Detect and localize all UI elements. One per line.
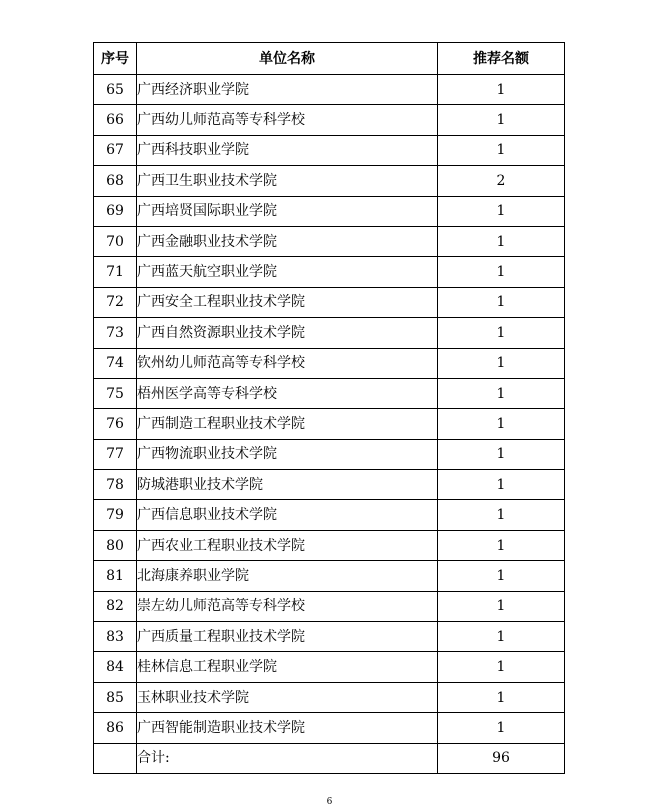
- quota-cell: 1: [438, 682, 565, 712]
- quota-cell: 1: [438, 409, 565, 439]
- page-number: 6: [326, 797, 333, 807]
- serial-number-cell: 86: [94, 713, 137, 743]
- table-row: [94, 257, 565, 287]
- table-row: [94, 500, 565, 530]
- unit-name-cell: 广西制造工程职业技术学院: [137, 409, 438, 439]
- table-row: [94, 561, 565, 591]
- unit-name-cell: 梧州医学高等专科学校: [137, 378, 438, 408]
- quota-cell: 1: [438, 591, 565, 621]
- serial-number-cell: 77: [94, 439, 137, 469]
- serial-number-cell: 74: [94, 348, 137, 378]
- serial-number-cell: 67: [94, 135, 137, 165]
- unit-name-cell: 广西培贤国际职业学院: [137, 196, 438, 226]
- unit-name-cell: 广西安全工程职业技术学院: [137, 287, 438, 317]
- unit-name-cell: 广西农业工程职业技术学院: [137, 530, 438, 560]
- serial-number-cell: 71: [94, 257, 137, 287]
- unit-name-cell: 广西蓝天航空职业学院: [137, 257, 438, 287]
- quota-cell: 1: [438, 530, 565, 560]
- serial-number-cell: 83: [94, 622, 137, 652]
- quota-cell: 1: [438, 226, 565, 256]
- total-serial-cell: [94, 743, 137, 773]
- serial-number-cell: 68: [94, 166, 137, 196]
- serial-number-cell: 76: [94, 409, 137, 439]
- serial-number-cell: 75: [94, 378, 137, 408]
- quota-cell: 1: [438, 470, 565, 500]
- table-row: [94, 318, 565, 348]
- table-row: [94, 652, 565, 682]
- total-label: 合计:: [137, 743, 438, 773]
- header-unit-name: 单位名称: [137, 43, 438, 75]
- serial-number-cell: 73: [94, 318, 137, 348]
- unit-name-cell: 广西物流职业技术学院: [137, 439, 438, 469]
- unit-name-cell: 广西卫生职业技术学院: [137, 166, 438, 196]
- quota-cell: 1: [438, 622, 565, 652]
- quota-cell: 1: [438, 75, 565, 105]
- table-row: [94, 378, 565, 408]
- unit-name-cell: 玉林职业技术学院: [137, 682, 438, 712]
- unit-name-cell: 广西金融职业技术学院: [137, 226, 438, 256]
- table-row: [94, 439, 565, 469]
- serial-number-cell: 85: [94, 682, 137, 712]
- quota-cell: 1: [438, 135, 565, 165]
- quota-cell: 1: [438, 500, 565, 530]
- quota-cell: 1: [438, 439, 565, 469]
- unit-name-cell: 崇左幼儿师范高等专科学校: [137, 591, 438, 621]
- quota-cell: 1: [438, 561, 565, 591]
- serial-number-cell: 84: [94, 652, 137, 682]
- table-row: [94, 75, 565, 105]
- serial-number-cell: 65: [94, 75, 137, 105]
- unit-name-cell: 广西质量工程职业技术学院: [137, 622, 438, 652]
- table-row: [94, 530, 565, 560]
- serial-number-cell: 78: [94, 470, 137, 500]
- table-row: [94, 591, 565, 621]
- table-header-row: [94, 43, 565, 75]
- quota-cell: 2: [438, 166, 565, 196]
- table-row: [94, 196, 565, 226]
- table-row: [94, 470, 565, 500]
- quota-cell: 1: [438, 105, 565, 135]
- table-row: [94, 105, 565, 135]
- quota-cell: 1: [438, 257, 565, 287]
- unit-name-cell: 广西科技职业学院: [137, 135, 438, 165]
- table-row: [94, 166, 565, 196]
- table-row: [94, 226, 565, 256]
- table-row: [94, 287, 565, 317]
- quota-cell: 1: [438, 713, 565, 743]
- unit-name-cell: 广西自然资源职业技术学院: [137, 318, 438, 348]
- unit-name-cell: 广西智能制造职业技术学院: [137, 713, 438, 743]
- unit-name-cell: 广西幼儿师范高等专科学校: [137, 105, 438, 135]
- table-body: [94, 75, 565, 744]
- table-row: [94, 135, 565, 165]
- quota-cell: 1: [438, 318, 565, 348]
- serial-number-cell: 82: [94, 591, 137, 621]
- total-row: [94, 743, 565, 773]
- header-serial-number: 序号: [94, 43, 137, 75]
- serial-number-cell: 70: [94, 226, 137, 256]
- serial-number-cell: 66: [94, 105, 137, 135]
- serial-number-cell: 69: [94, 196, 137, 226]
- unit-name-cell: 北海康养职业学院: [137, 561, 438, 591]
- quota-table: [93, 42, 565, 774]
- total-quota: 96: [438, 743, 565, 773]
- table-row: [94, 713, 565, 743]
- serial-number-cell: 81: [94, 561, 137, 591]
- table-row: [94, 348, 565, 378]
- quota-cell: 1: [438, 652, 565, 682]
- quota-cell: 1: [438, 378, 565, 408]
- header-quota: 推荐名额: [438, 43, 565, 75]
- serial-number-cell: 79: [94, 500, 137, 530]
- quota-cell: 1: [438, 348, 565, 378]
- quota-cell: 1: [438, 287, 565, 317]
- unit-name-cell: 桂林信息工程职业学院: [137, 652, 438, 682]
- serial-number-cell: 80: [94, 530, 137, 560]
- table-row: [94, 409, 565, 439]
- unit-name-cell: 钦州幼儿师范高等专科学校: [137, 348, 438, 378]
- unit-name-cell: 广西经济职业学院: [137, 75, 438, 105]
- table-row: [94, 622, 565, 652]
- serial-number-cell: 72: [94, 287, 137, 317]
- table-row: [94, 682, 565, 712]
- quota-cell: 1: [438, 196, 565, 226]
- unit-name-cell: 防城港职业技术学院: [137, 470, 438, 500]
- unit-name-cell: 广西信息职业技术学院: [137, 500, 438, 530]
